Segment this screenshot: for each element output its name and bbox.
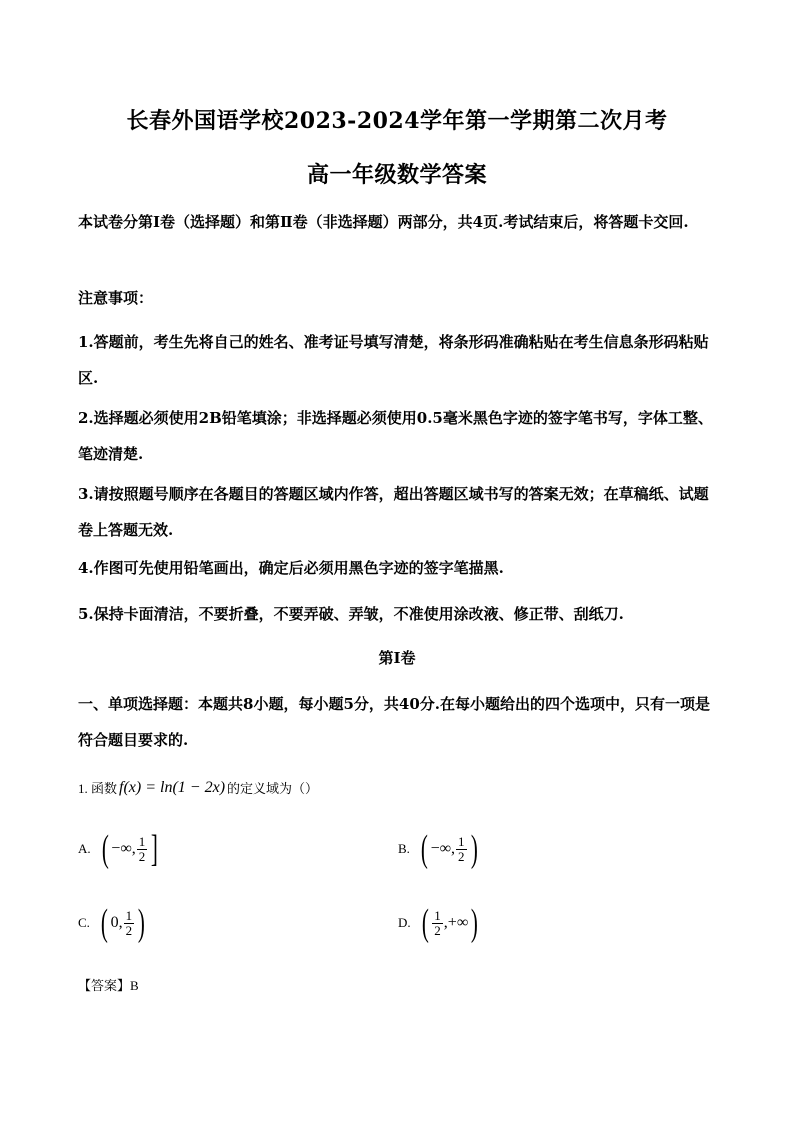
- question-1: [78, 778, 318, 797]
- option-c-fraction-num: 1: [125, 907, 133, 923]
- question-1-suffix: 的定义域为（）: [227, 781, 319, 796]
- option-d-right-value: ,+∞: [443, 914, 469, 931]
- option-b-left-value: −∞,: [430, 840, 456, 857]
- option-d-right-bracket: ): [471, 902, 479, 944]
- option-b-fraction-num: 1: [458, 833, 465, 849]
- notice-item-1: 1.答题前，考生先将自己的姓名、准考证号填写清楚，将条形码准确粘贴在考生信息条形码粘贴区.: [78, 333, 709, 387]
- option-b-label: B.: [398, 841, 410, 856]
- option-d[interactable]: [398, 904, 481, 942]
- option-b-right-bracket: ): [470, 828, 478, 870]
- notice-item-5: 5.保持卡面清洁，不要折叠，不要弄破、弄皱，不准使用涂改液、修正带、刮纸刀.: [78, 605, 624, 623]
- option-d-fraction: [432, 909, 443, 938]
- option-a-fraction: [137, 835, 148, 864]
- option-b-fraction: [456, 835, 467, 864]
- option-c-left-value: 0,: [110, 914, 123, 931]
- notice-item-2: 2.选择题必须使用2B铅笔填涂；非选择题必须使用0.5毫米黑色字迹的签字笔书写，字体工整、笔迹清楚.: [78, 409, 713, 463]
- document-title: 长春外国语学校2023-2024学年第一学期第二次月考: [126, 108, 668, 134]
- notice-item-3: 3.请按照题号顺序在各题目的答题区域内作答，超出答题区域书写的答案无效；在草稿纸、试题卷上答题无效.: [78, 485, 709, 539]
- option-a-fraction-den: 2: [138, 848, 146, 864]
- option-c[interactable]: [78, 904, 148, 942]
- option-c-interval: [98, 904, 148, 942]
- option-d-label: D.: [398, 915, 411, 930]
- option-b-left-bracket: (: [420, 828, 428, 870]
- option-b-interval: [418, 830, 480, 868]
- option-a-label: A.: [78, 841, 91, 856]
- option-d-left-bracket: (: [421, 902, 429, 944]
- option-d-interval: [419, 904, 481, 942]
- section-part1-instructions: 一、单项选择题：本题共8小题，每小题5分，共40分.在每小题给出的四个选项中，只有一项是符合题目要求的.: [78, 695, 710, 749]
- option-a-right-bracket: ]: [151, 828, 159, 870]
- option-d-fraction-den: 2: [434, 922, 441, 938]
- option-c-left-bracket: (: [100, 902, 108, 944]
- question-1-prefix: 1. 函数: [78, 781, 118, 796]
- option-c-fraction-den: 2: [125, 922, 133, 938]
- section-heading: 第Ⅰ卷: [378, 649, 416, 667]
- option-b-fraction-den: 2: [458, 848, 465, 864]
- option-d-fraction-num: 1: [434, 907, 441, 923]
- option-c-fraction: [124, 909, 135, 938]
- option-b[interactable]: [398, 830, 480, 868]
- notice-heading: 注意事项：: [78, 289, 154, 307]
- option-a[interactable]: [78, 830, 161, 868]
- option-a-left-bracket: (: [101, 828, 109, 870]
- document-subtitle: 高一年级数学答案: [306, 162, 487, 188]
- option-c-label: C.: [78, 915, 90, 930]
- question-1-answer: 【答案】B: [78, 978, 139, 993]
- option-a-left-value: −∞,: [111, 840, 136, 857]
- question-1-formula: f(x) = ln(1 − 2x): [119, 778, 226, 796]
- option-a-interval: [99, 830, 161, 868]
- notice-item-4: 4.作图可先使用铅笔画出，确定后必须用黑色字迹的签字笔描黑.: [78, 559, 504, 577]
- option-a-fraction-num: 1: [138, 833, 146, 849]
- option-c-right-bracket: ): [137, 902, 145, 944]
- intro-paragraph: 本试卷分第Ⅰ卷（选择题）和第Ⅱ卷（非选择题）两部分，共4页.考试结束后，将答题卡交回.: [78, 213, 689, 231]
